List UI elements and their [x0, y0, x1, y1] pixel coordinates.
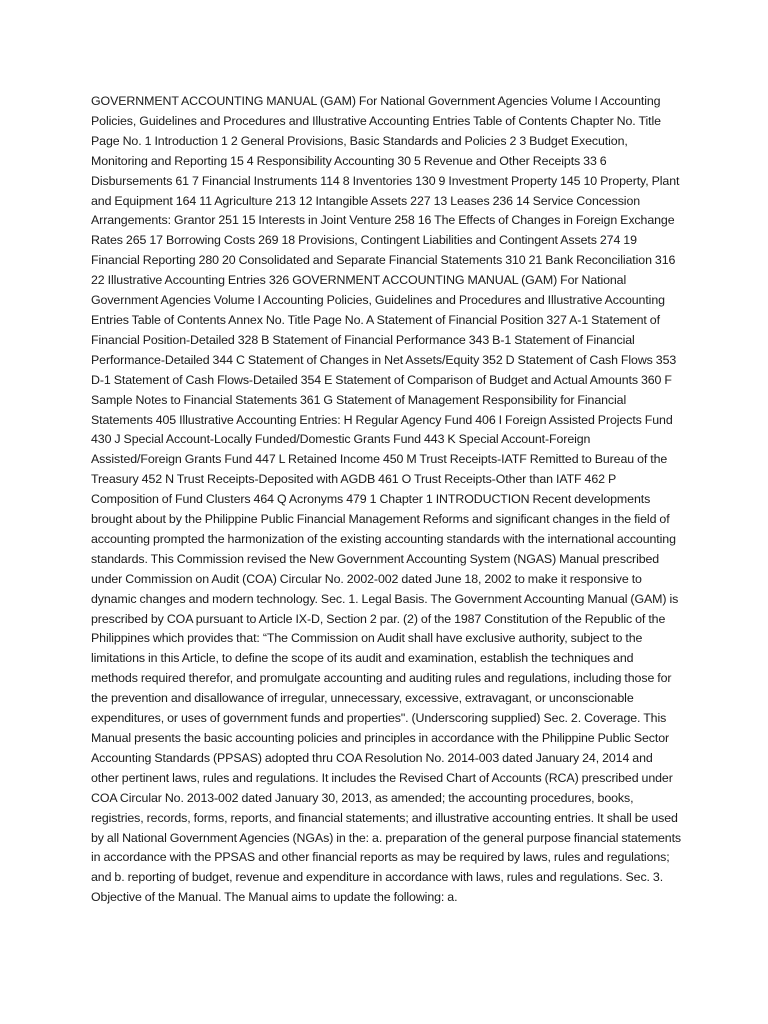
- document-body-text: GOVERNMENT ACCOUNTING MANUAL (GAM) For National Government Agencies Volume I Accounting Policies, Guidelines and Procedures and Illustrative Accounting Entries Table of Contents Chapter No. Title Page No. 1 Introduction 1 2 General Provisions, Basic Standards and Policies 2 3 Budget Execution, Monitoring and Reporting 15 4 Responsibility Accounting 30 5 Revenue and Other Receipts 33 6 Disbursements 61 7 Financial Instruments 114 8 Inventories 130 9 Investment Property 145 10 Property, Plant and Equipment 164 11 Agriculture 213 12 Intangible Assets 227 13 Leases 236 14 Service Concession Arrangements: Grantor 251 15 Interests in Joint Venture 258 16 The Effects of Changes in Foreign Exchange Rates 265 17 Borrowing Costs 269 18 Provisions, Contingent Liabilities and Contingent Assets 274 19 Financial Reporting 280 20 Consolidated and Separate Financial Statements 310 21 Bank Reconciliation 316 22 Illustrative Accounting Entries 326 GOVERNMENT ACCOUNTING MANUAL (GAM) For National Government Agencies Volume I Accounting Policies, Guidelines and Procedures and Illustrative Accounting Entries Table of Contents Annex No. Title Page No. A Statement of Financial Position 327 A-1 Statement of Financial Position-Detailed 328 B Statement of Financial Performance 343 B-1 Statement of Financial Performance-Detailed 344 C Statement of Changes in Net Assets/Equity 352 D Statement of Cash Flows 353 D-1 Statement of Cash Flows-Detailed 354 E Statement of Comparison of Budget and Actual Amounts 360 F Sample Notes to Financial Statements 361 G Statement of Management Responsibility for Financial Statements 405 Illustrative Accounting Entries: H Regular Agency Fund 406 I Foreign Assisted Projects Fund 430 J Special Account-Locally Funded/Domestic Grants Fund 443 K Special Account-Foreign Assisted/Foreign Grants Fund 447 L Retained Income 450 M Trust Receipts-IATF Remitted to Bureau of the Treasury 452 N Trust Receipts-Deposited with AGDB 461 O Trust Receipts-Other than IATF 462 P Composition of Fund Clusters 464 Q Acronyms 479 1 Chapter 1 INTRODUCTION Recent developments brought about by the Philippine Public Financial Management Reforms and significant changes in the field of accounting prompted the harmonization of the existing accounting standards with the international accounting standards. This Commission revised the New Government Accounting System (NGAS) Manual prescribed under Commission on Audit (COA) Circular No. 2002-002 dated June 18, 2002 to make it responsive to dynamic changes and modern technology. Sec. 1. Legal Basis. The Government Accounting Manual (GAM) is prescribed by COA pursuant to Article IX-D, Section 2 par. (2) of the 1987 Constitution of the Republic of the Philippines which provides that: “The Commission on Audit shall have exclusive authority, subject to the limitations in this Article, to define the scope of its audit and examination, establish the techniques and methods required therefor, and promulgate accounting and auditing rules and regulations, including those for the prevention and disallowance of irregular, unnecessary, excessive, extravagant, or unconscionable expenditures, or uses of government funds and properties". (Underscoring supplied) Sec. 2. Coverage. This Manual presents the basic accounting policies and principles in accordance with the Philippine Public Sector Accounting Standards (PPSAS) adopted thru COA Resolution No. 2014-003 dated January 24, 2014 and other pertinent laws, rules and regulations. It includes the Revised Chart of Accounts (RCA) prescribed under COA Circular No. 2013-002 dated January 30, 2013, as amended; the accounting procedures, books, registries, records, forms, reports, and financial statements; and illustrative accounting entries. It shall be used by all National Government Agencies (NGAs) in the: a. preparation of the general purpose financial statements in accordance with the PPSAS and other financial reports as may be required by laws, rules and regulations; and b. reporting of budget, revenue and expenditure in accordance with laws, rules and regulations. Sec. 3. Objective of the Manual. The Manual aims to update the following: a.: [91, 94, 682, 905]
